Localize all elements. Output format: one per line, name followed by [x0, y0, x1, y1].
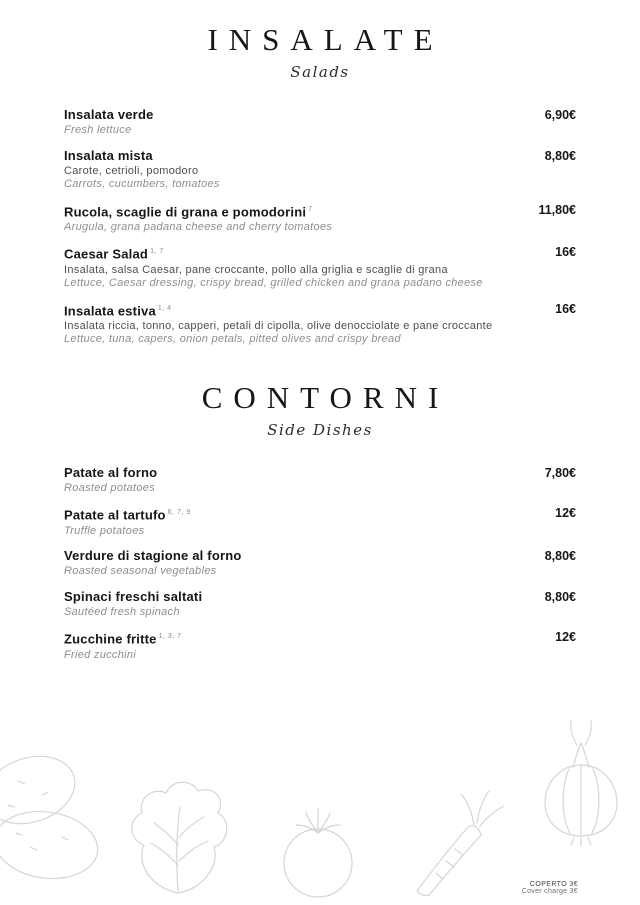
lettuce-sketch-icon [132, 782, 227, 893]
item-desc-english: Lettuce, Caesar dressing, crispy bread, grilled chicken and grana padano cheese [64, 277, 483, 290]
item-name: Verdure di stagione al forno [64, 548, 242, 564]
item-price: 8,80€ [544, 589, 576, 604]
item-desc-italian: Insalata riccia, tonno, capperi, petali di cipolla, olive denocciolate e pane croccante [64, 319, 493, 332]
section-subtitle-salads: Salads [290, 63, 350, 81]
item-price: 12€ [555, 506, 576, 521]
section-contorni [64, 380, 576, 661]
item-name: Spinaci freschi saltati [64, 588, 203, 604]
item-price: 16€ [555, 301, 576, 316]
cover-charge-note [522, 881, 578, 895]
item-desc-english: Sautéed fresh spinach [64, 605, 180, 618]
item-price: 16€ [555, 245, 576, 260]
item-price: 11,80€ [538, 202, 576, 217]
item-name: Insalata verde [64, 107, 154, 122]
contorni-items [64, 465, 576, 661]
menu-item-insalata-estiva [64, 301, 576, 346]
section-title-contorni: CONTORNI [201, 379, 450, 415]
allergen-numbers: 1, 4 [157, 304, 172, 312]
item-name: Rucola, scaglie di grana e pomodorini $^7$ [64, 203, 313, 219]
item-name: Zucchine fritte $^{1, 3, 7}$ [64, 631, 182, 647]
allergen-numbers: 6, 7, 9 [167, 509, 191, 517]
item-desc-english: Fresh lettuce [64, 124, 132, 136]
cover-charge-label: Cover charge 3€ [521, 888, 578, 895]
item-desc-italian: Carote, cetrioli, pomodoro [64, 164, 199, 177]
item-name: Caesar Salad $^{1, 7}$ [64, 246, 164, 262]
item-desc-english: Truffle potatoes [64, 524, 145, 537]
menu-item-spinaci-freschi [64, 589, 576, 619]
carrot-sketch-icon [417, 791, 504, 895]
item-price: 12€ [555, 630, 576, 645]
section-insalate [64, 22, 576, 346]
item-price: 6,90€ [544, 108, 576, 122]
item-desc-english: Roasted potatoes [64, 481, 156, 494]
tomato-sketch-icon [284, 809, 352, 897]
item-desc-italian: Insalata, salsa Caesar, pane croccante, pollo alla griglia e scaglie di grana [64, 263, 448, 276]
vegetable-sketches [0, 695, 640, 905]
onion-sketch-icon [545, 721, 617, 846]
menu-item-insalata-verde [64, 107, 576, 137]
item-name: Patate al forno [64, 464, 158, 480]
allergen-numbers: 1, 3, 7 [158, 633, 182, 641]
menu-item-patate-al-tartufo [64, 505, 576, 537]
potatoes-sketch-icon [0, 745, 102, 885]
item-desc-english: Carrots, cucumbers, tomatoes [64, 178, 220, 190]
item-desc-english: Arugula, grana padana cheese and cherry tomatoes [64, 220, 333, 233]
menu-item-insalata-mista [64, 148, 576, 191]
section-title-insalate: INSALATE [207, 22, 444, 57]
allergen-numbers: 1, 7 [150, 248, 164, 256]
item-name: Patate al tartufo $^{6, 7, 9}$ [64, 507, 191, 523]
item-price: 8,80€ [544, 549, 576, 564]
allergen-numbers: 7 [308, 205, 313, 213]
item-name: Insalata estiva $^{1, 4}$ [64, 302, 172, 318]
section-subtitle-side-dishes: Side Dishes [267, 420, 373, 439]
coperto-label: COPERTO 3€ [529, 881, 578, 888]
item-price: 7,80€ [544, 465, 576, 480]
item-price: 8,80€ [544, 148, 576, 163]
menu-item-verdure-di-stagione [64, 548, 576, 578]
menu-item-caesar-salad [64, 244, 576, 289]
item-name: Insalata mista [64, 147, 153, 163]
insalate-items [64, 107, 576, 346]
item-desc-english: Fried zucchini [64, 648, 137, 661]
item-desc-english: Lettuce, tuna, capers, onion petals, pitted olives and crispy bread [64, 333, 401, 346]
menu-item-patate-al-forno [64, 465, 576, 495]
menu-item-rucola-grana [64, 202, 576, 234]
item-desc-english: Roasted seasonal vegetables [64, 565, 217, 578]
menu-item-zucchine-fritte [64, 629, 576, 661]
